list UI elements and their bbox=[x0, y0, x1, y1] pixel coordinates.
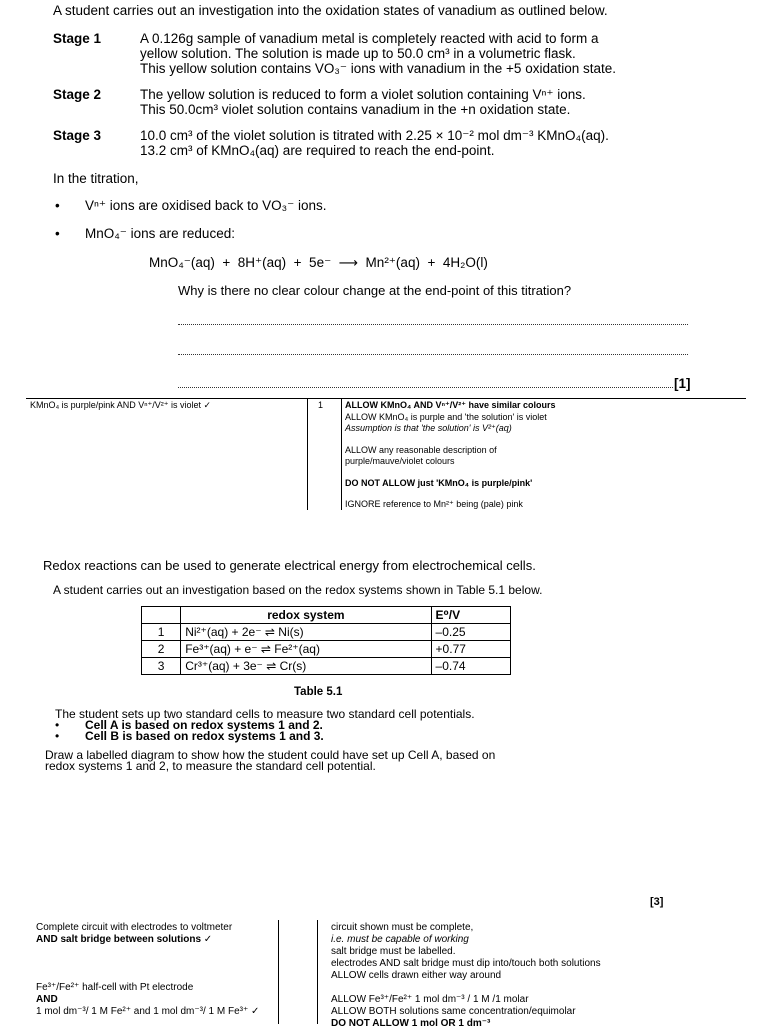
table-cell: Fe³⁺(aq) + e⁻ ⇌ Fe²⁺(aq) bbox=[181, 641, 431, 658]
table-caption: Table 5.1 bbox=[294, 686, 343, 698]
ms1-guidance-line: IGNORE reference to Mn²⁺ being (pale) pink bbox=[345, 499, 523, 509]
table-header: redox system bbox=[181, 607, 431, 624]
ms2-divider bbox=[278, 920, 279, 1024]
table-cell: 2 bbox=[142, 641, 181, 658]
answer-line bbox=[178, 324, 688, 325]
ms2-answer bbox=[36, 922, 276, 1018]
table-header-row bbox=[142, 607, 511, 624]
stage-1-text bbox=[140, 31, 740, 76]
ms1-guidance-line: purple/mauve/violet colours bbox=[345, 456, 455, 466]
table-cell: Ni²⁺(aq) + 2e⁻ ⇌ Ni(s) bbox=[181, 624, 431, 641]
q1-marks: [1] bbox=[674, 376, 691, 391]
ms1-divider bbox=[341, 398, 342, 510]
ms2-guidance-line: electrodes AND salt bridge must dip into/touch both solutions bbox=[331, 958, 601, 969]
table-header bbox=[142, 607, 181, 624]
ms2-answer-line: AND salt bridge between solutions ✓ bbox=[36, 934, 213, 945]
table-cell: 3 bbox=[142, 658, 181, 675]
stage-3-text bbox=[140, 128, 750, 158]
bullet-text: Vⁿ⁺ ions are oxidised back to VO₃⁻ ions. bbox=[85, 198, 327, 213]
ms2-divider bbox=[317, 920, 318, 1024]
bullet-icon: • bbox=[55, 729, 60, 743]
stage-1-line: This yellow solution contains VO₃⁻ ions with vanadium in the +5 oxidation state. bbox=[140, 61, 617, 76]
table-row bbox=[142, 641, 511, 658]
q2-marks: [3] bbox=[650, 896, 664, 908]
bullet-icon: • bbox=[55, 198, 60, 213]
ms1-guidance-line: ALLOW KMnO₄ AND Vⁿ⁺/V²⁺ have similar colours bbox=[345, 400, 556, 410]
half-equation: MnO₄⁻(aq) + 8H⁺(aq) + 5e⁻ ⟶ Mn²⁺(aq) + 4H₂O(l) bbox=[149, 255, 488, 270]
ms1-guidance-line: ALLOW any reasonable description of bbox=[345, 444, 497, 455]
ms2-guidance-line: salt bridge must be labelled. bbox=[331, 946, 456, 957]
ms2-answer-line: Fe³⁺/Fe²⁺ half-cell with Pt electrode bbox=[36, 982, 194, 993]
ms1-divider bbox=[307, 398, 308, 510]
q1-question: Why is there no clear colour change at the end-point of this titration? bbox=[178, 283, 572, 298]
ms2-guidance bbox=[331, 922, 751, 1030]
q2-intro: A student carries out an investigation based on the redox systems shown in Table 5.1 below. bbox=[53, 583, 543, 597]
titration-intro: In the titration, bbox=[53, 171, 139, 186]
redox-table bbox=[141, 606, 511, 675]
instruction-line: Draw a labelled diagram to show how the student could have set up Cell A, based on bbox=[45, 748, 496, 762]
table-cell: –0.25 bbox=[431, 624, 510, 641]
ms2-guidance-line: ALLOW BOTH solutions same concentration/equimolar bbox=[331, 1006, 576, 1017]
ms1-answer: KMnO₄ is purple/pink AND Vⁿ⁺/V²⁺ is violet ✓ bbox=[30, 400, 212, 410]
table-cell: +0.77 bbox=[431, 641, 510, 658]
stage-3-line: 13.2 cm³ of KMnO₄(aq) are required to reach the end-point. bbox=[140, 143, 495, 158]
answer-line bbox=[178, 354, 688, 355]
ms2-guidance-line: ALLOW Fe³⁺/Fe²⁺ 1 mol dm⁻³ / 1 M /1 molar bbox=[331, 994, 529, 1005]
cell-a-text: Cell A is based on redox systems 1 and 2. bbox=[85, 718, 323, 732]
stage-3-line: 10.0 cm³ of the violet solution is titrated with 2.25 × 10⁻² mol dm⁻³ KMnO₄(aq). bbox=[140, 128, 609, 143]
ms1-guidance-line: DO NOT ALLOW just 'KMnO₄ is purple/pink' bbox=[345, 477, 533, 488]
stage-1-line: yellow solution. The solution is made up to 50.0 cm³ in a volumetric flask. bbox=[140, 46, 576, 61]
ms1-rule bbox=[26, 398, 746, 399]
stage-2-label: Stage 2 bbox=[53, 87, 102, 102]
bullet-icon: • bbox=[55, 718, 60, 732]
ms2-answer-line: 1 mol dm⁻³/ 1 M Fe²⁺ and 1 mol dm⁻³/ 1 M Fe³⁺ ✓ bbox=[36, 1006, 260, 1017]
q2-draw-instruction bbox=[45, 750, 745, 772]
stage-2-line: The yellow solution is reduced to form a violet solution containing Vⁿ⁺ ions. bbox=[140, 87, 586, 102]
table-header: E⁰/V bbox=[431, 607, 510, 624]
ms2-guidance-line: ALLOW cells drawn either way around bbox=[331, 970, 502, 981]
q2-heading: Redox reactions can be used to generate electrical energy from electrochemical cells. bbox=[43, 558, 536, 573]
ms1-guidance-line: Assumption is that 'the solution' is V²⁺(aq) bbox=[345, 423, 512, 433]
table-row bbox=[142, 658, 511, 675]
table-cell: 1 bbox=[142, 624, 181, 641]
cell-b-text: Cell B is based on redox systems 1 and 3. bbox=[85, 729, 324, 743]
bullet-text: MnO₄⁻ ions are reduced: bbox=[85, 226, 235, 241]
instruction-line: redox systems 1 and 2, to measure the standard cell potential. bbox=[45, 759, 376, 773]
table-row bbox=[142, 624, 511, 641]
q1-intro: A student carries out an investigation into the oxidation states of vanadium as outlined below. bbox=[53, 3, 608, 18]
ms2-guidance-line: i.e. must be capable of working bbox=[331, 934, 469, 945]
stage-3-label: Stage 3 bbox=[53, 128, 102, 143]
stage-2-text bbox=[140, 87, 740, 117]
ms1-guidance bbox=[345, 400, 745, 511]
stage-2-line: This 50.0cm³ violet solution contains vanadium in the +n oxidation state. bbox=[140, 102, 571, 117]
ms1-guidance-line: ALLOW KMnO₄ is purple and 'the solution' is violet bbox=[345, 411, 547, 422]
ms2-guidance-line: DO NOT ALLOW 1 mol OR 1 dm⁻³ bbox=[331, 1018, 491, 1029]
bullet-icon: • bbox=[55, 226, 60, 241]
stage-1-label: Stage 1 bbox=[53, 31, 102, 46]
ms2-answer-line: AND bbox=[36, 994, 58, 1005]
answer-line bbox=[178, 387, 673, 388]
ms2-answer-line: Complete circuit with electrodes to voltmeter bbox=[36, 922, 233, 933]
q2-setup: The student sets up two standard cells to measure two standard cell potentials. bbox=[55, 707, 475, 721]
ms1-mark: 1 bbox=[318, 400, 324, 410]
table-cell: Cr³⁺(aq) + 3e⁻ ⇌ Cr(s) bbox=[181, 658, 431, 675]
ms2-guidance-line: circuit shown must be complete, bbox=[331, 922, 474, 933]
table-cell: –0.74 bbox=[431, 658, 510, 675]
stage-1-line: A 0.126g sample of vanadium metal is completely reacted with acid to form a bbox=[140, 31, 599, 46]
